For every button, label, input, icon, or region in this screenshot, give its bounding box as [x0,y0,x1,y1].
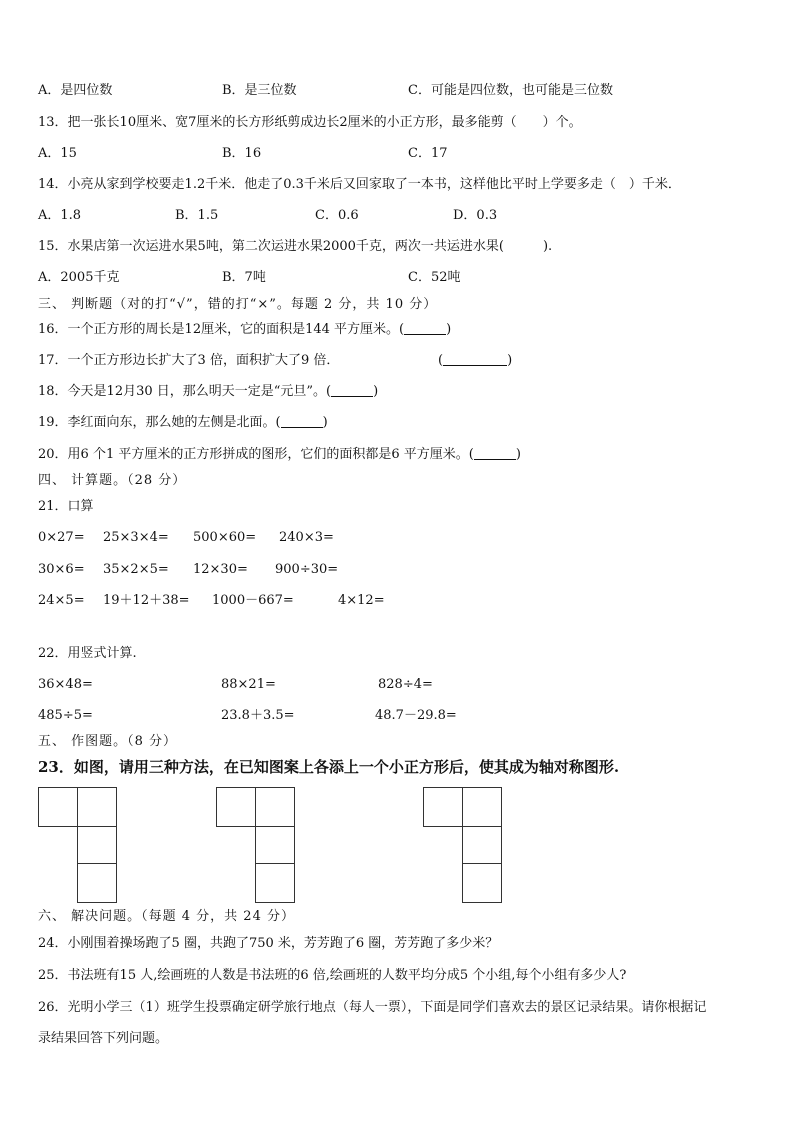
section-5-heading: 五、 作图题。（8 分） [38,734,178,749]
q19 [38,415,328,431]
q18-text: 18．今天是12月30 日，那么明天一定是“元旦”。( [38,384,332,399]
figure-2-square [216,787,256,827]
q20-answer-blank[interactable] [474,447,516,460]
figure-3-square [462,826,502,864]
q15-option-c: C．52吨 [408,270,461,285]
q15-option-b: B．7吨 [222,270,266,285]
section-4-heading: 四、 计算题。（28 分） [38,473,187,488]
q13-option-c: C．17 [408,146,448,161]
q13-option-b: B．16 [222,146,262,161]
figure-1-square [77,787,117,827]
q17-close: ) [507,353,513,368]
q21-title: 21．口算 [38,499,94,514]
q21-r3-c3: 1000－667= [212,593,294,608]
q22-r2-c1: 485÷5= [38,708,93,723]
q16-answer-blank[interactable] [404,322,446,335]
q22-r1-c1: 36×48= [38,677,93,692]
q15-text: 15．水果店第一次运进水果5吨，第二次运进水果2000千克，两次一共运进水果( ). [38,239,553,254]
figure-3-square [423,787,463,827]
q14-option-c: C．0.6 [315,208,359,223]
q20-close: ) [515,447,521,462]
q21-r3-c2: 19＋12＋38= [103,593,190,608]
q22-r2-c2: 23.8＋3.5= [221,708,295,723]
figure-3-square [462,863,502,903]
figure-1 [38,787,118,903]
q23-text: 23．如图，请用三种方法，在已知图案上各添上一个小正方形后，使其成为轴对称图形. [38,758,620,776]
figure-3 [423,787,503,903]
q12-option-a: A．是四位数 [38,83,113,98]
q21-r1-c1: 0×27= [38,530,85,545]
q17-answer [438,353,512,369]
q12-option-c: C．可能是四位数，也可能是三位数 [408,83,613,98]
q20 [38,447,521,463]
q16-close: ) [446,322,452,337]
q16 [38,322,451,338]
q14-option-b: B．1.5 [175,208,219,223]
q21-r1-c4: 240×3= [279,530,334,545]
figure-1-square [38,787,78,827]
q15-option-a: A．2005千克 [38,270,120,285]
q21-r2-c2: 35×2×5= [103,562,169,577]
q17-open: ( [438,353,444,368]
q26-text-line1: 26．光明小学三（1）班学生投票确定研学旅行地点（每人一票），下面是同学们喜欢去的景区记录结果。请你根据记 [38,1000,707,1015]
q22-r1-c3: 828÷4= [378,677,433,692]
q26-text-line2: 录结果回答下列问题。 [38,1031,169,1046]
q19-answer-blank[interactable] [281,415,323,428]
q21-r3-c1: 24×5= [38,593,85,608]
q14-option-d: D．0.3 [453,208,498,223]
q17 [38,353,339,369]
q19-close: ) [322,415,328,430]
q14-option-a: A．1.8 [38,208,82,223]
section-6-heading: 六、 解决问题。（每题 4 分，共 24 分） [38,909,295,924]
section-3-heading: 三、 判断题（对的打“√”，错的打“×”。每题 2 分，共 10 分） [38,297,438,312]
q24-text: 24．小刚围着操场跑了5 圈，共跑了750 米，芳芳跑了6 圈，芳芳跑了多少米？ [38,936,499,951]
q21-r1-c3: 500×60= [193,530,257,545]
q18 [38,384,378,400]
q22-r2-c3: 48.7－29.8= [375,708,457,723]
q13-text: 13．把一张长10厘米、宽7厘米的长方形纸剪成边长2厘米的小正方形，最多能剪（ ）个。 [38,115,582,130]
figure-2-square [255,787,295,827]
q21-r2-c4: 900÷30= [275,562,339,577]
q21-r2-c3: 12×30= [193,562,248,577]
q25-text: 25．书法班有15 人,绘画班的人数是书法班的6 倍,绘画班的人数平均分成5 个小组,每个小组有多少人? [38,968,627,983]
figure-2-square [255,863,295,903]
q16-text: 16．一个正方形的周长是12厘米，它的面积是144 平方厘米。( [38,322,405,337]
q22-r1-c2: 88×21= [221,677,276,692]
figure-1-square [77,826,117,864]
q18-answer-blank[interactable] [331,384,373,397]
q20-text: 20．用6 个1 平方厘米的正方形拼成的图形，它们的面积都是6 平方厘米。( [38,447,474,462]
figure-2 [216,787,296,903]
q19-text: 19．李红面向东，那么她的左侧是北面。( [38,415,281,430]
q12-option-b: B．是三位数 [222,83,297,98]
q13-option-a: A．15 [38,146,77,161]
q17-text: 17．一个正方形边长扩大了3 倍，面积扩大了9 倍． [38,353,340,368]
q17-answer-blank[interactable] [443,353,507,366]
q22-title: 22．用竖式计算. [38,646,137,661]
q21-r2-c1: 30×6= [38,562,85,577]
q18-close: ) [373,384,379,399]
figure-2-square [255,826,295,864]
q14-text: 14．小亮从家到学校要走1.2千米．他走了0.3千米后又回家取了一本书，这样他比平时上学要多走（ ）千米． [38,177,681,192]
q21-r3-c4: 4×12= [338,593,385,608]
figure-1-square [77,863,117,903]
figure-3-square [462,787,502,827]
q21-r1-c2: 25×3×4= [103,530,169,545]
